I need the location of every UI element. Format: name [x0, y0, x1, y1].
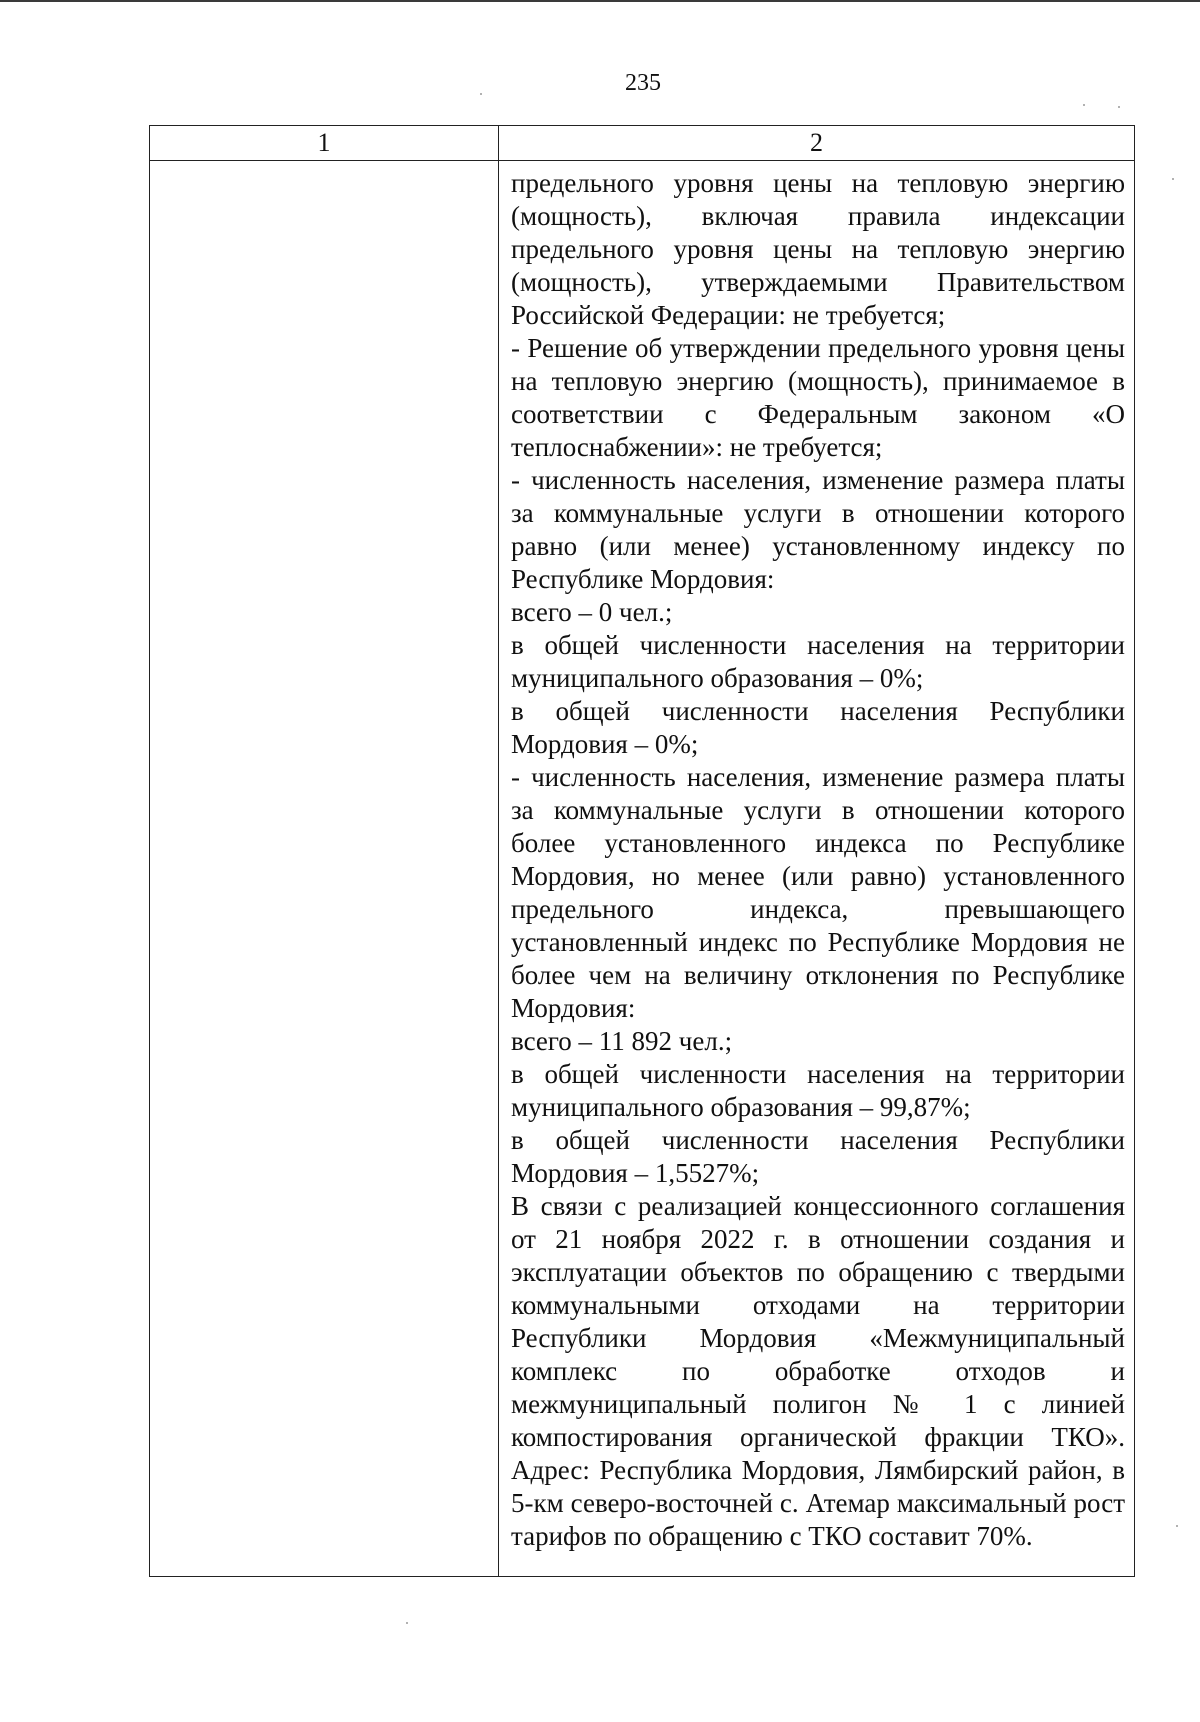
scan-speck [480, 93, 482, 95]
scan-speck [1172, 178, 1174, 180]
column-header-1: 1 [150, 126, 499, 161]
paragraph-population-above-index: - численность населения, изменение размера платы за коммунальные услуги в отношении которого более установленного индекса по Республике Мордовия, но менее (или равно) установленного предельного индекса, превышающего установленный индекс по Республике Мордовия не более чем на величину отклонения по Республике Мордовия: [511, 762, 1125, 1023]
scan-top-edge [0, 0, 1200, 2]
paragraph-price-limit-rules: предельного уровня цены на тепловую энергию (мощность), включая правила индексации предельного уровня цены на тепловую энергию (мощность), утверждаемыми Правительством Российской Федерации: не требуется; [511, 168, 1125, 330]
table-cell-column-2 [499, 161, 1135, 1577]
table-cell-column-1 [150, 161, 499, 1577]
paragraph-total-zero: всего – 0 чел.; [511, 597, 673, 627]
scan-speck [406, 1622, 408, 1624]
paragraph-republic-share: в общей численности населения Республики Мордовия – 1,5527%; [511, 1125, 1125, 1188]
table-row [150, 161, 1135, 1577]
scan-speck [1083, 104, 1085, 106]
scan-speck [1176, 1525, 1178, 1527]
scan-speck [1118, 106, 1120, 108]
paragraph-republic-share-zero: в общей численности населения Республики Мордовия – 0%; [511, 696, 1125, 759]
paragraph-price-limit-decision: - Решение об утверждении предельного уровня цены на тепловую энергию (мощность), принимаемое в соответствии с Федеральным законом «О теплоснабжении»: не требуется; [511, 333, 1125, 462]
paragraph-total-population: всего – 11 892 чел.; [511, 1026, 733, 1056]
document-table [149, 125, 1135, 1577]
paragraph-concession-agreement: В связи с реализацией концессионного соглашения от 21 ноября 2022 г. в отношении создания и эксплуатации объектов по обращению с твердыми коммунальными отходами на территории Республики Мордовия «Межмуниципальный комплекс по обработке отходов и межмуниципальный полигон № 1 с линией компостирования органической фракции ТКО». Адрес: Республика Мордовия, Лямбирский район, в 5-км северо-восточней с. Атемар максимальный рост тарифов по обращению с ТКО составит 70%. [511, 1191, 1125, 1551]
paragraph-municipal-share-zero: в общей численности населения на территории муниципального образования – 0%; [511, 630, 1125, 693]
cell-text-block [499, 161, 1134, 1553]
page-number: 235 [625, 70, 661, 96]
column-header-2: 2 [499, 126, 1135, 161]
paragraph-municipal-share: в общей численности населения на территории муниципального образования – 99,87%; [511, 1059, 1125, 1122]
paragraph-population-equal-index: - численность населения, изменение размера платы за коммунальные услуги в отношении которого равно (или менее) установленному индексу по Республике Мордовия: [511, 465, 1125, 594]
table-header-row [150, 126, 1135, 161]
